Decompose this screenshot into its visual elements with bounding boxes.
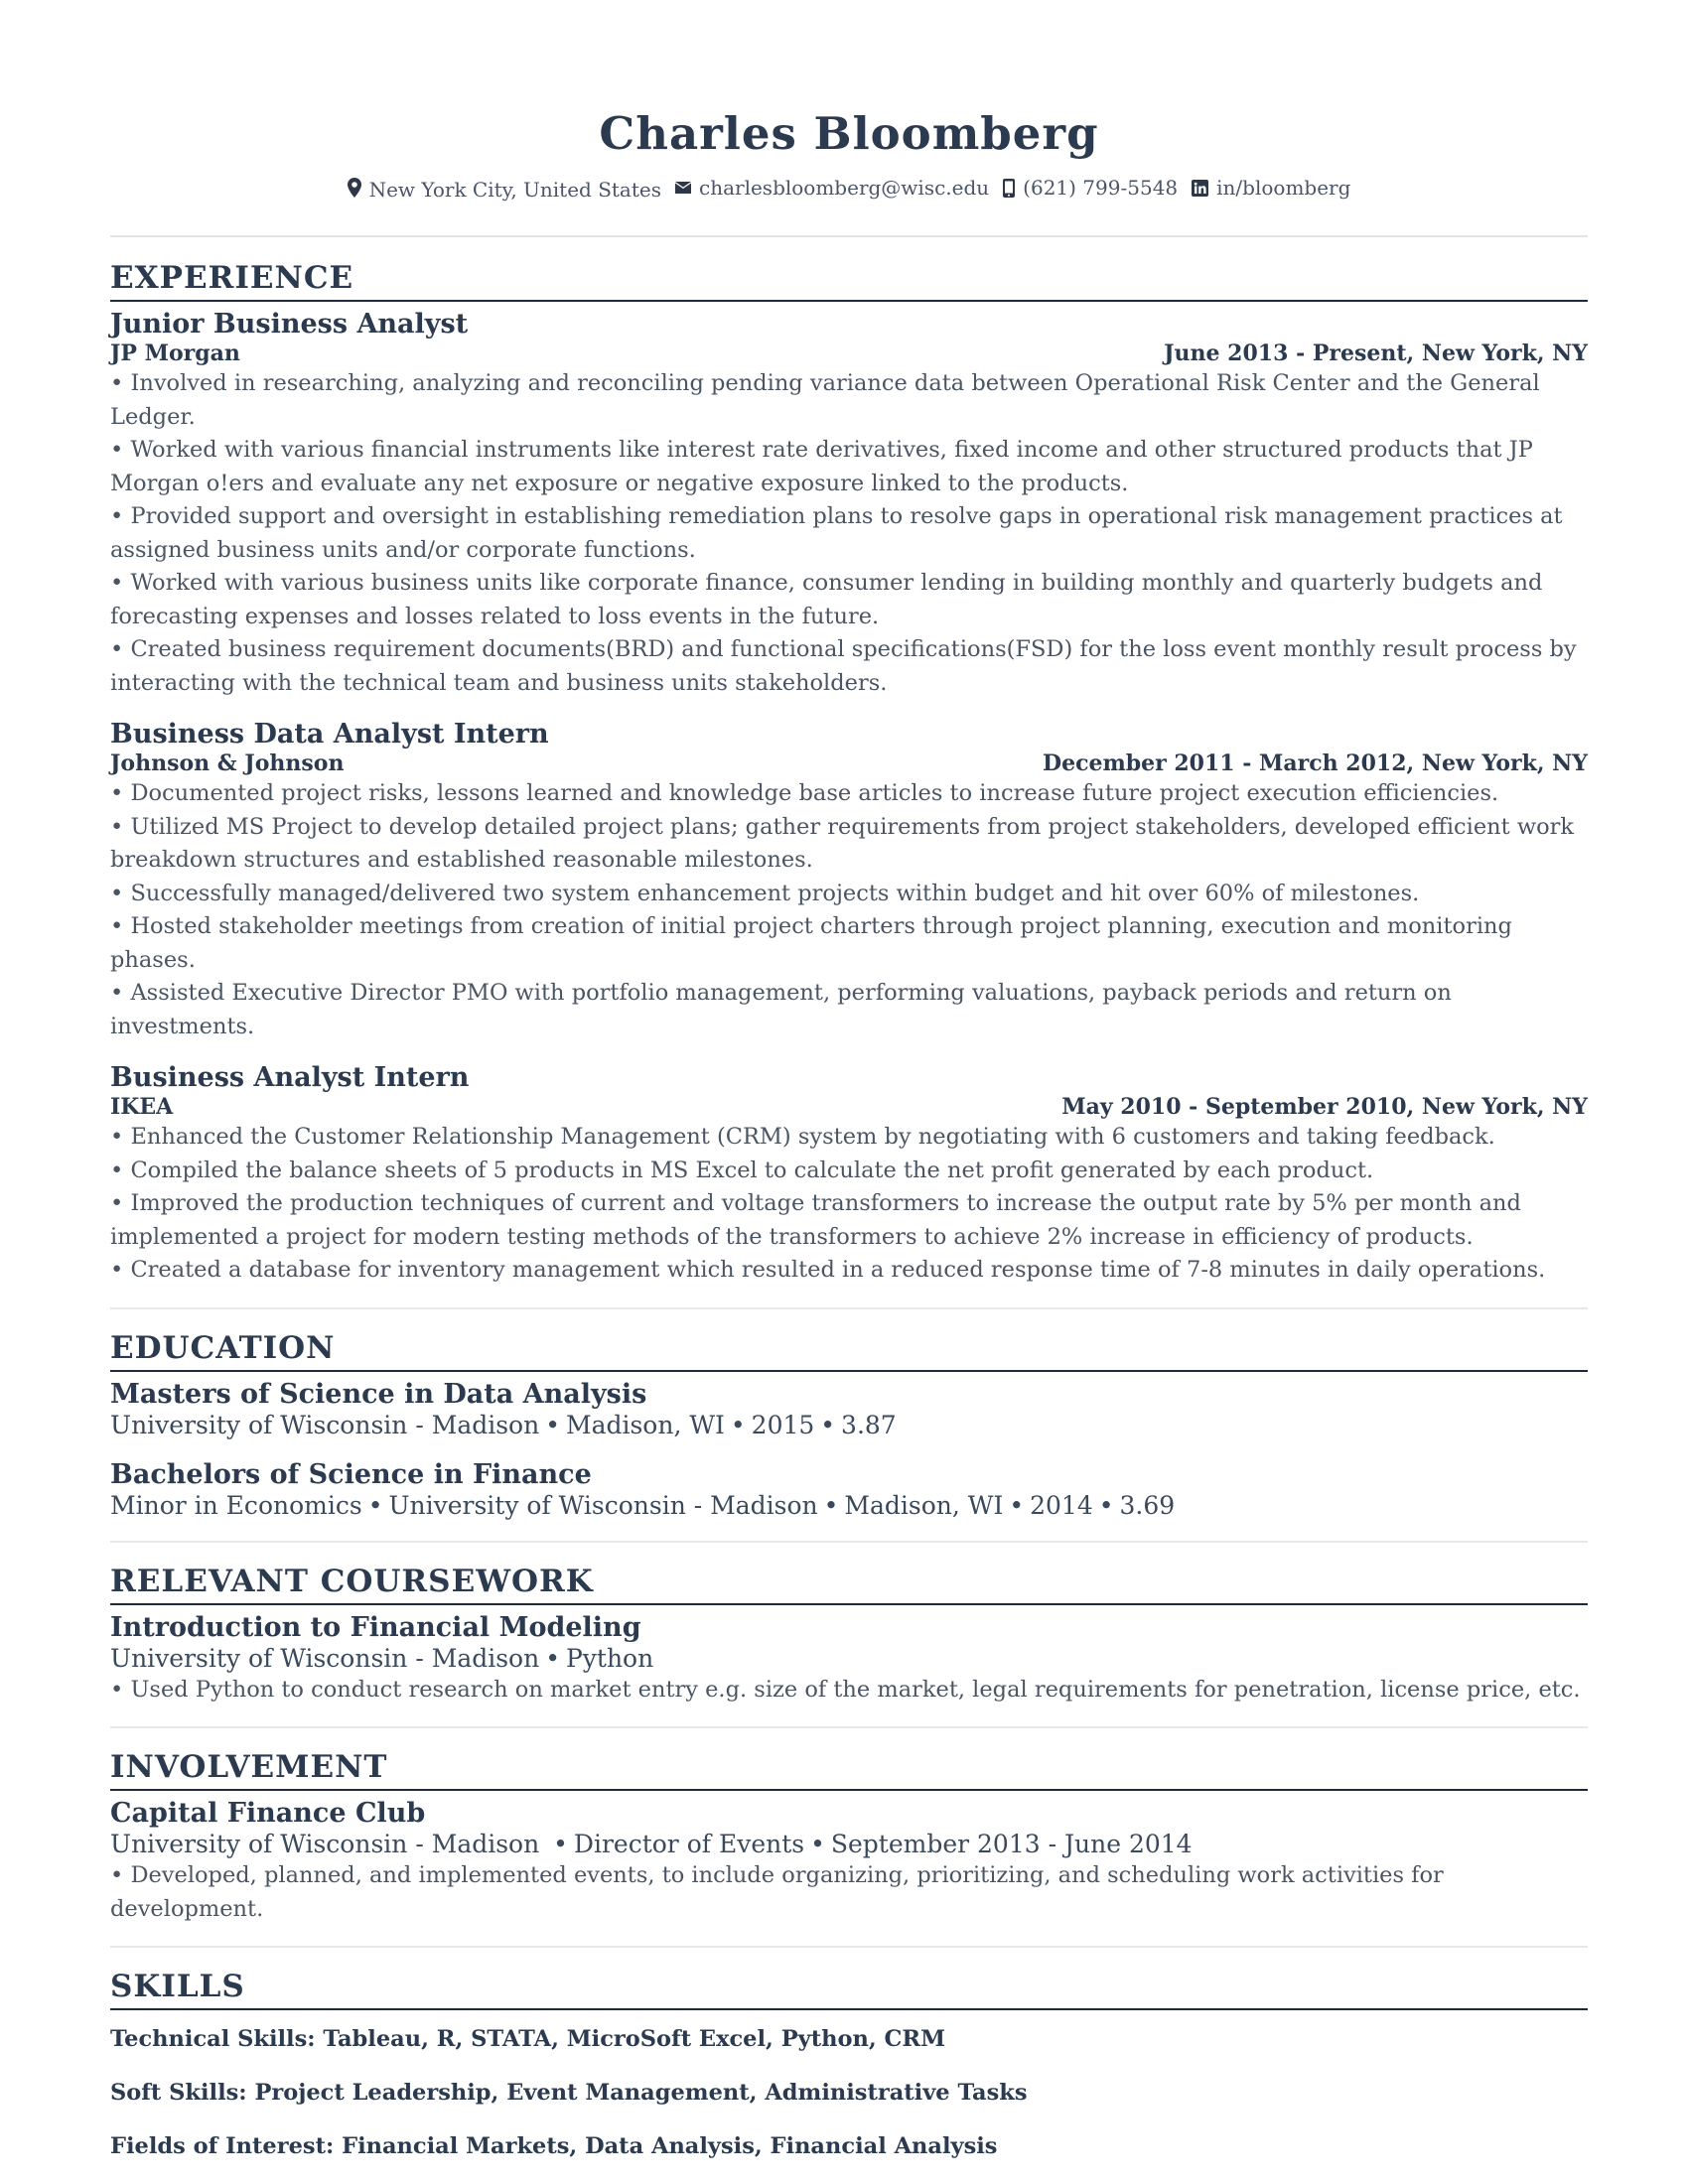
experience-section bbox=[110, 259, 1588, 1309]
skill-line: Soft Skills: Project Leadership, Event Management, Administrative Tasks bbox=[110, 2080, 1028, 2106]
job-subheader bbox=[110, 340, 1588, 367]
header-divider bbox=[110, 235, 1588, 237]
involvement-title: Capital Finance Club bbox=[110, 1798, 426, 1829]
contact-location bbox=[348, 174, 661, 202]
job-company: Johnson & Johnson bbox=[110, 751, 345, 776]
resume-page bbox=[110, 0, 1588, 2163]
map-pin-icon bbox=[348, 178, 361, 198]
meta-item: University of Wisconsin - Madison bbox=[110, 1410, 540, 1439]
bullet-item: • Created business requirement documents(BRD) and functional specifications(FSD) for the loss event monthly result process by interacting with the technical team and business units stakeholders. bbox=[110, 633, 1588, 700]
meta-item: Minor in Economics bbox=[110, 1490, 362, 1520]
skills-list bbox=[110, 2022, 1588, 2163]
bullet-item: • Utilized MS Project to develop detailed project plans; gather requirements from project stakeholders, developed efficient work breakdown structures and established reasonable milestones. bbox=[110, 811, 1588, 878]
linkedin-text[interactable]: in/bloomberg bbox=[1216, 176, 1351, 200]
meta-separator: • bbox=[1098, 1490, 1114, 1520]
section-title-coursework: RELEVANT COURSEWORK bbox=[110, 1563, 1588, 1605]
bullet-item: • Developed, planned, and implemented events, to include organizing, prioritizing, and scheduling work activities for development. bbox=[110, 1859, 1588, 1926]
course-meta bbox=[110, 1643, 1588, 1674]
meta-item: University of Wisconsin - Madison bbox=[110, 1643, 540, 1673]
bullet-item: • Successfully managed/delivered two system enhancement projects within budget and hit over 60% of milestones. bbox=[110, 878, 1588, 911]
job-subheader bbox=[110, 1093, 1588, 1121]
involvement-bullets bbox=[110, 1859, 1588, 1926]
involvement-meta bbox=[110, 1829, 1588, 1859]
job-dates: May 2010 - September 2010, New York, NY bbox=[1061, 1094, 1588, 1120]
meta-item: 3.87 bbox=[841, 1410, 897, 1439]
job-entry bbox=[110, 720, 1588, 1043]
job-bullets bbox=[110, 1121, 1588, 1288]
course-bullets bbox=[110, 1674, 1588, 1707]
job-entry bbox=[110, 310, 1588, 700]
bullet-item: • Worked with various business units like corporate finance, consumer lending in building monthly and quarterly budgets and forecasting expenses and losses related to loss events in the future. bbox=[110, 567, 1588, 633]
education-meta bbox=[110, 1490, 1588, 1521]
involvement-entry bbox=[110, 1799, 1588, 1926]
job-bullets bbox=[110, 777, 1588, 1043]
meta-separator: • bbox=[823, 1490, 839, 1520]
location-text: New York City, United States bbox=[368, 178, 661, 202]
meta-item: University of Wisconsin - Madison bbox=[110, 1830, 540, 1858]
bullet-item: • Created a database for inventory management which resulted in a reduced response time of 7-8 minutes in daily operations. bbox=[110, 1254, 1588, 1288]
section-title-education: EDUCATION bbox=[110, 1329, 1588, 1372]
section-divider bbox=[110, 1726, 1588, 1728]
email-text[interactable]: charlesbloomberg@wisc.edu bbox=[699, 176, 990, 200]
job-title: Business Data Analyst Intern bbox=[110, 719, 549, 750]
skill-line: Fields of Interest: Financial Markets, Data Analysis, Financial Analysis bbox=[110, 2133, 998, 2159]
bullet-item: • Enhanced the Customer Relationship Management (CRM) system by negotiating with 6 customers and taking feedback. bbox=[110, 1121, 1588, 1155]
bullet-item: • Involved in researching, analyzing and reconciling pending variance data between Operational Risk Center and the General Ledger. bbox=[110, 367, 1588, 434]
course-title: Introduction to Financial Modeling bbox=[110, 1611, 641, 1643]
linkedin-icon bbox=[1192, 180, 1208, 197]
bullet-item: • Worked with various financial instruments like interest rate derivatives, fixed income and other structured products that JP Morgan o!ers and evaluate any net exposure or negative exposure linked to the products. bbox=[110, 434, 1588, 500]
section-divider bbox=[110, 1946, 1588, 1948]
meta-item: 2015 bbox=[751, 1410, 815, 1439]
meta-item: 3.69 bbox=[1119, 1490, 1176, 1520]
meta-separator: • bbox=[730, 1410, 746, 1439]
contact-linkedin[interactable] bbox=[1192, 176, 1350, 200]
meta-item: September 2013 - June 2014 bbox=[830, 1830, 1193, 1858]
meta-separator: • bbox=[1009, 1490, 1025, 1520]
meta-separator: • bbox=[545, 1643, 560, 1673]
meta-item: Python bbox=[565, 1643, 654, 1673]
contact-email[interactable] bbox=[675, 176, 989, 200]
meta-separator: • bbox=[367, 1490, 383, 1520]
education-entry bbox=[110, 1460, 1588, 1521]
phone-icon bbox=[1003, 179, 1015, 198]
meta-item: University of Wisconsin - Madison bbox=[388, 1490, 818, 1520]
meta-separator: • bbox=[545, 1830, 568, 1858]
candidate-name: Charles Bloomberg bbox=[599, 107, 1099, 160]
education-section bbox=[110, 1329, 1588, 1543]
envelope-icon bbox=[675, 182, 691, 194]
job-dates: December 2011 - March 2012, New York, NY bbox=[1043, 751, 1588, 776]
bullet-item: • Provided support and oversight in establishing remediation plans to resolve gaps in operational risk management practices at assigned business units and/or corporate functions. bbox=[110, 500, 1588, 567]
bullet-item: • Used Python to conduct research on market entry e.g. size of the market, legal requirements for penetration, license price, etc. bbox=[110, 1674, 1588, 1707]
section-title-experience: EXPERIENCE bbox=[110, 259, 1588, 302]
meta-item: Madison, WI bbox=[565, 1410, 725, 1439]
section-title-skills: SKILLS bbox=[110, 1968, 1588, 2010]
job-title: Junior Business Analyst bbox=[110, 309, 469, 340]
section-title-involvement: INVOLVEMENT bbox=[110, 1748, 1588, 1791]
job-dates: June 2013 - Present, New York, NY bbox=[1164, 341, 1588, 366]
meta-separator: • bbox=[545, 1410, 560, 1439]
job-entry bbox=[110, 1063, 1588, 1288]
education-meta bbox=[110, 1410, 1588, 1440]
phone-text[interactable]: (621) 799-5548 bbox=[1023, 176, 1179, 200]
skills-section bbox=[110, 1968, 1588, 2163]
meta-item: Director of Events bbox=[573, 1830, 805, 1858]
bullet-item: • Assisted Executive Director PMO with portfolio management, performing valuations, payback periods and return on investments. bbox=[110, 977, 1588, 1043]
involvement-section bbox=[110, 1748, 1588, 1948]
job-bullets bbox=[110, 367, 1588, 700]
meta-item: 2014 bbox=[1030, 1490, 1093, 1520]
job-company: IKEA bbox=[110, 1094, 174, 1120]
education-entry bbox=[110, 1380, 1588, 1440]
bullet-item: • Improved the production techniques of current and voltage transformers to increase the output rate by 5% per month and implemented a project for modern testing methods of the transformers to achieve 2% increase in efficiency of products. bbox=[110, 1187, 1588, 1254]
degree-title: Masters of Science in Data Analysis bbox=[110, 1378, 647, 1410]
meta-separator: • bbox=[810, 1830, 825, 1858]
bullet-item: • Documented project risks, lessons learned and knowledge base articles to increase future project execution efficiencies. bbox=[110, 777, 1588, 811]
job-company: JP Morgan bbox=[110, 341, 240, 366]
degree-title: Bachelors of Science in Finance bbox=[110, 1458, 592, 1490]
bullet-item: • Hosted stakeholder meetings from creation of initial project charters through project planning, execution and monitoring phases. bbox=[110, 910, 1588, 977]
bullet-item: • Compiled the balance sheets of 5 products in MS Excel to calculate the net profit generated by each product. bbox=[110, 1155, 1588, 1188]
course-entry bbox=[110, 1613, 1588, 1707]
contact-phone[interactable] bbox=[1003, 176, 1178, 200]
meta-separator: • bbox=[820, 1410, 836, 1439]
meta-item: Madison, WI bbox=[844, 1490, 1004, 1520]
section-divider bbox=[110, 1541, 1588, 1543]
section-divider bbox=[110, 1307, 1588, 1309]
contact-bar bbox=[110, 174, 1588, 202]
job-title: Business Analyst Intern bbox=[110, 1062, 470, 1093]
job-subheader bbox=[110, 750, 1588, 777]
coursework-section bbox=[110, 1563, 1588, 1729]
skill-line: Technical Skills: Tableau, R, STATA, MicroSoft Excel, Python, CRM bbox=[110, 2026, 946, 2052]
